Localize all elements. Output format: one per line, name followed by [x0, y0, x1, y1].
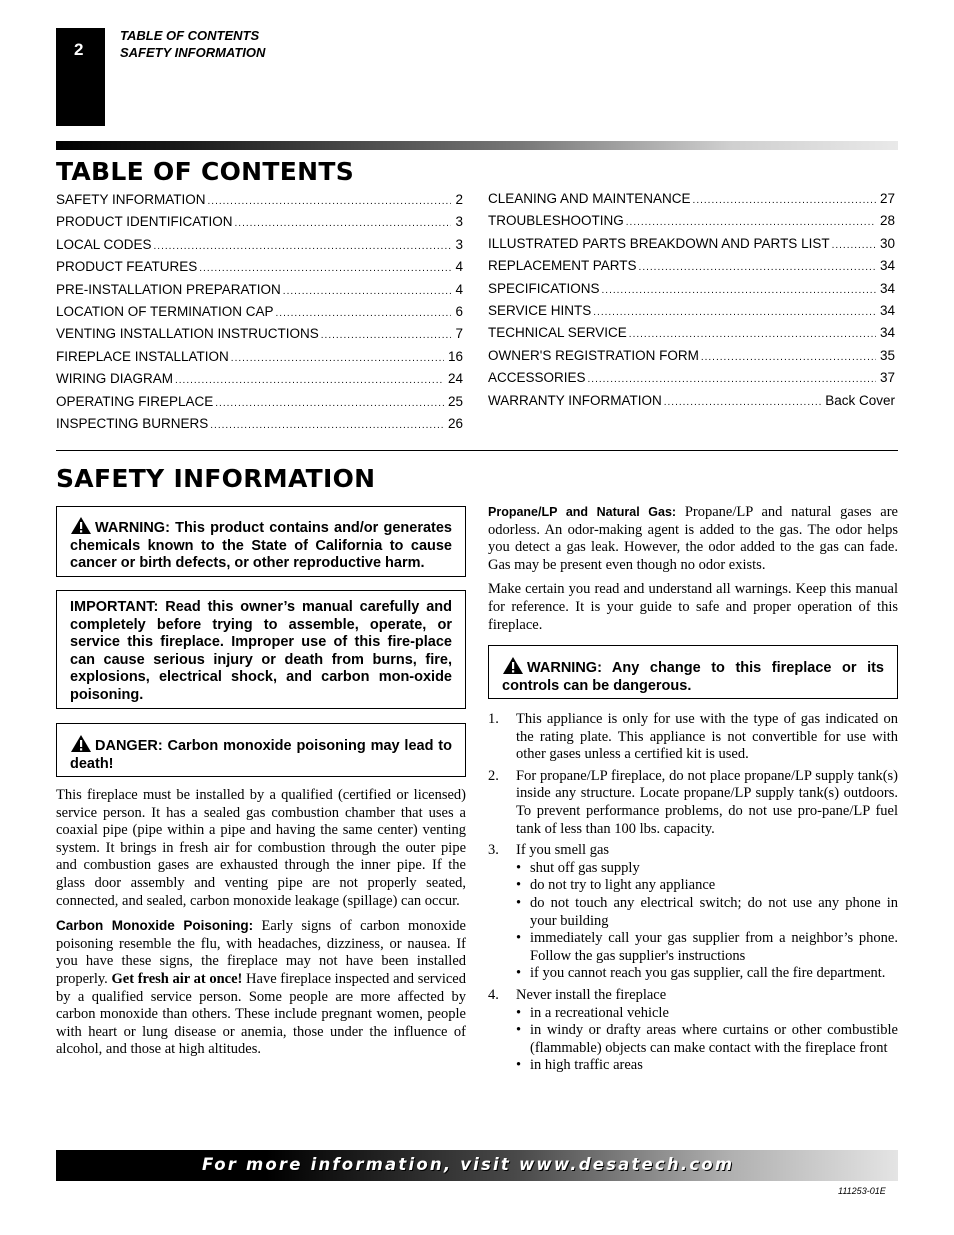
toc-leader-dots: [154, 241, 452, 252]
bullet-item: [516, 965, 898, 983]
list-item-text: If you smell gas: [516, 842, 610, 859]
list-item-content: [516, 987, 898, 1075]
toc-entry: [488, 303, 895, 325]
header-gradient-bar: [56, 141, 898, 150]
safety-numbered-list: [488, 711, 898, 1079]
toc-entry-page: 24: [447, 371, 463, 387]
danger-text: DANGER: Carbon monoxide poisoning may lead to death!: [70, 738, 452, 772]
toc-entry: [488, 325, 895, 347]
toc-leader-dots: [210, 420, 444, 431]
toc-entry-page: 37: [879, 370, 895, 386]
toc-entry-label: PRE-INSTALLATION PREPARATION: [56, 281, 281, 297]
toc-entry-label: ILLUSTRATED PARTS BREAKDOWN AND PARTS LIST: [488, 235, 830, 251]
carbon-monoxide-text-1: Early signs of carbon monoxide poisoning resemble the flu, with headaches, dizziness, or nausea. If you have these signs, the fireplace may not have been installed properly.: [56, 918, 466, 987]
toc-entry-label: CLEANING AND MAINTENANCE: [488, 191, 691, 206]
toc-entry-page: 34: [879, 325, 895, 341]
toc-entry: [488, 370, 895, 392]
lp-paragraph: [488, 504, 898, 574]
toc-entry-label: VENTING INSTALLATION INSTRUCTIONS: [56, 326, 319, 342]
toc-leader-dots: [321, 330, 452, 341]
toc-entry: [56, 416, 463, 438]
bullet-icon: •: [516, 894, 522, 911]
warning-change-text: WARNING: Any change to this fireplace or its controls can be dangerous.: [502, 660, 884, 694]
read-paragraph: Make certain you read and understand all warnings. Keep this manual for reference. It is your guide to safe and proper operation of this fireplace.: [488, 581, 898, 633]
toc-entry: [488, 348, 895, 370]
toc-leader-dots: [664, 397, 821, 408]
toc-leader-dots: [626, 217, 876, 228]
toc-entry-page: 28: [879, 213, 895, 229]
toc-leader-dots: [701, 352, 876, 363]
intro-paragraph: This fireplace must be installed by a qualified (certified or licensed) service person. It has a sealed gas combustion chamber that uses a coaxial pipe (pipe within a pipe and having the same center) venting system. It brings in fresh air for combustion through the outer pipe and combustion gases are exhausted through the inner pipe. If the glass door assembly and venting pipe are not properly seated, connected, and sealed, carbon monoxide leakage (spillage) can occur.: [56, 787, 466, 909]
toc-entry-label: WIRING DIAGRAM: [56, 371, 173, 387]
toc-entry-label: TECHNICAL SERVICE: [488, 325, 627, 341]
toc-entry: [56, 326, 463, 348]
list-item-content: [516, 768, 898, 838]
toc-entry-page: 2: [455, 192, 463, 207]
list-item: [488, 768, 898, 838]
list-item-number: 2.: [488, 767, 499, 784]
warning-california-box: [56, 506, 466, 577]
toc-entry-label: TROUBLESHOOTING: [488, 213, 624, 229]
document-number: 111253-01E: [838, 1186, 886, 1196]
page-number: 2: [74, 40, 84, 59]
toc-leader-dots: [276, 308, 452, 319]
toc-entry-page: 4: [455, 259, 463, 275]
toc-entry: [56, 192, 463, 214]
toc-entry-label: SPECIFICATIONS: [488, 280, 600, 296]
carbon-monoxide-paragraph: [56, 917, 466, 1059]
bullet-item: [516, 1005, 898, 1023]
list-item-text: Never install the fireplace: [516, 986, 667, 1003]
bullet-item: [516, 895, 898, 930]
toc-entry-page: 34: [879, 302, 895, 318]
toc-entry-label: LOCAL CODES: [56, 236, 152, 252]
toc-entry-label: SERVICE HINTS: [488, 302, 592, 318]
safety-title: SAFETY INFORMATION: [56, 464, 376, 493]
toc-entry-label: ACCESSORIES: [488, 370, 586, 386]
toc-leader-dots: [215, 398, 444, 409]
bullet-item: [516, 930, 898, 965]
toc-entry-label: FIREPLACE INSTALLATION: [56, 348, 229, 364]
bullet-text: in windy or drafty areas where curtains or other combustible (flammable) objects can make contact with the fireplace front: [530, 1022, 898, 1056]
bullet-item: [516, 860, 898, 878]
toc-leader-dots: [283, 286, 452, 297]
toc-entry-label: INSPECTING BURNERS: [56, 415, 209, 431]
bullet-icon: •: [516, 1004, 522, 1021]
toc-entry: [488, 236, 895, 258]
list-item-content: [516, 842, 898, 983]
footer-banner: [56, 1150, 898, 1181]
list-item-number: 1.: [488, 711, 499, 727]
lp-text: Propane/LP and natural gases are odorless. An odor-making agent is added to the gas. The odor helps you detect a gas leak. However, the odor added to the gas can fade. Gas may be present even though no odor exists.: [488, 504, 898, 573]
toc-entry-page: 16: [447, 348, 463, 364]
danger-triangle-icon: [70, 734, 92, 753]
toc-entry-page: 4: [455, 281, 463, 297]
carbon-monoxide-text-2: Have fireplace inspected and serviced by a qualified service person. Some people are more affected by carbon monoxide than others. These include pregnant women, people with heart or lung disease or anemia, those under the influence of alcohol, and those at high altitudes.: [56, 970, 466, 1058]
lp-heading: Propane/LP and Natural Gas:: [488, 505, 677, 519]
bullet-icon: •: [516, 859, 522, 876]
toc-leader-dots: [175, 375, 444, 386]
toc-leader-dots: [602, 285, 876, 296]
toc-leader-dots: [639, 262, 876, 273]
toc-entry-page: 6: [455, 303, 463, 319]
page-number-tab: [56, 28, 105, 126]
toc-entry: [56, 304, 463, 326]
header-line-2: SAFETY INFORMATION: [120, 45, 266, 60]
toc-entry-page: 26: [447, 415, 463, 431]
toc-leader-dots: [593, 307, 876, 318]
toc-left-column: [56, 192, 463, 438]
toc-entry: [488, 281, 895, 303]
bullet-item: [516, 1057, 898, 1075]
toc-entry-label: WARRANTY INFORMATION: [488, 392, 662, 408]
bullet-text: if you cannot reach you gas supplier, call the fire department.: [530, 965, 886, 982]
toc-leader-dots: [832, 240, 876, 251]
toc-entry: [56, 371, 463, 393]
bullet-text: in a recreational vehicle: [530, 1004, 669, 1021]
toc-leader-dots: [208, 196, 452, 207]
toc-entry-page: 3: [455, 214, 463, 230]
toc-entry-page: 34: [879, 280, 895, 296]
toc-leader-dots: [235, 218, 452, 229]
toc-entry: [56, 282, 463, 304]
list-item-content: [516, 711, 898, 764]
warning-change-box: [488, 645, 898, 699]
bullet-text: do not touch any electrical switch; do not use any phone in your building: [530, 894, 898, 929]
toc-entry-label: PRODUCT IDENTIFICATION: [56, 214, 233, 230]
toc-entry: [488, 258, 895, 280]
toc-entry-label: LOCATION OF TERMINATION CAP: [56, 303, 274, 319]
toc-leader-dots: [231, 353, 444, 364]
bullet-text: shut off gas supply: [530, 859, 640, 876]
toc-entry-page: 7: [455, 326, 463, 342]
important-text: IMPORTANT: Read this owner’s manual carefully and completely before trying to assemble, operate, or service this fireplace. Improper use of this fire-place can cause serious injury or death from burns, fire, explosions, electrical shock, and carbon mon-oxide poisoning.: [70, 599, 452, 703]
important-box: [56, 590, 466, 709]
toc-entry: [56, 349, 463, 371]
danger-box: [56, 723, 466, 777]
section-divider: [56, 450, 898, 451]
running-header: [120, 27, 265, 61]
list-item: [488, 711, 898, 764]
toc-entry-label: OWNER'S REGISTRATION FORM: [488, 347, 699, 363]
list-item-text: For propane/LP fireplace, do not place propane/LP supply tank(s) inside any structure. Locate propane/LP supply tank(s) outdoors. To prevent performance problems, do not use pro-pane/LP fuel tank of less than 100 lbs. capacity.: [516, 767, 898, 837]
toc-entry: [56, 259, 463, 281]
bullet-text: in high traffic areas: [530, 1057, 643, 1074]
toc-entry: [56, 394, 463, 416]
warning-triangle-icon: [70, 516, 92, 535]
warning-california-text: WARNING: This product contains and/or generates chemicals known to the State of California to cause cancer or birth defects, or other reproductive harm.: [70, 520, 452, 571]
toc-leader-dots: [629, 329, 876, 340]
toc-leader-dots: [588, 374, 876, 385]
bullet-icon: •: [516, 1057, 522, 1074]
toc-entry-label: PRODUCT FEATURES: [56, 259, 198, 275]
fresh-air-emphasis: Get fresh air at once!: [111, 970, 243, 987]
toc-entry-page: 3: [455, 236, 463, 252]
header-line-1: TABLE OF CONTENTS: [120, 28, 260, 43]
toc-entry: [56, 237, 463, 259]
toc-entry-page: 35: [879, 347, 895, 363]
toc-entry-page: 25: [447, 393, 463, 409]
toc-entry-page: 34: [879, 258, 895, 274]
footer-banner-text: For more information, visit www.desatech.com: [202, 1155, 735, 1174]
bullet-text: immediately call your gas supplier from a neighbor’s phone. Follow the gas supplier's instructions: [530, 930, 898, 964]
toc-entry-label: SAFETY INFORMATION: [56, 192, 206, 207]
toc-entry: [488, 213, 895, 235]
list-item-number: 4.: [488, 986, 499, 1003]
toc-entry: [488, 191, 895, 213]
carbon-monoxide-heading: Carbon Monoxide Poisoning:: [56, 918, 254, 934]
toc-entry-page: 27: [879, 191, 895, 206]
bullet-item: [516, 877, 898, 895]
toc-entry-label: OPERATING FIREPLACE: [56, 393, 214, 409]
toc-entry: [56, 214, 463, 236]
bullet-icon: •: [516, 965, 522, 982]
list-item-text: This appliance is only for use with the type of gas indicated on the rating plate. This appliance is not convertible for use with other gases unless a certified kit is used.: [516, 711, 898, 763]
bullet-icon: •: [516, 1022, 522, 1039]
toc-entry-page: 30: [879, 235, 895, 251]
toc-entry: [488, 393, 895, 415]
list-item: [488, 842, 898, 983]
bullet-icon: •: [516, 930, 522, 947]
toc-title: TABLE OF CONTENTS: [56, 157, 354, 186]
bullet-item: [516, 1022, 898, 1057]
toc-leader-dots: [199, 263, 451, 274]
right-body-text: [488, 504, 898, 634]
toc-entry-page: Back Cover: [825, 392, 895, 408]
left-body-text: [56, 787, 466, 1059]
bullet-icon: •: [516, 877, 522, 894]
list-item: [488, 987, 898, 1075]
toc-entry-label: REPLACEMENT PARTS: [488, 258, 637, 274]
toc-right-column: [488, 191, 895, 415]
bullet-text: do not try to light any appliance: [530, 877, 716, 894]
list-item-number: 3.: [488, 842, 499, 859]
toc-leader-dots: [693, 195, 876, 206]
warning-change-triangle-icon: [502, 656, 524, 675]
